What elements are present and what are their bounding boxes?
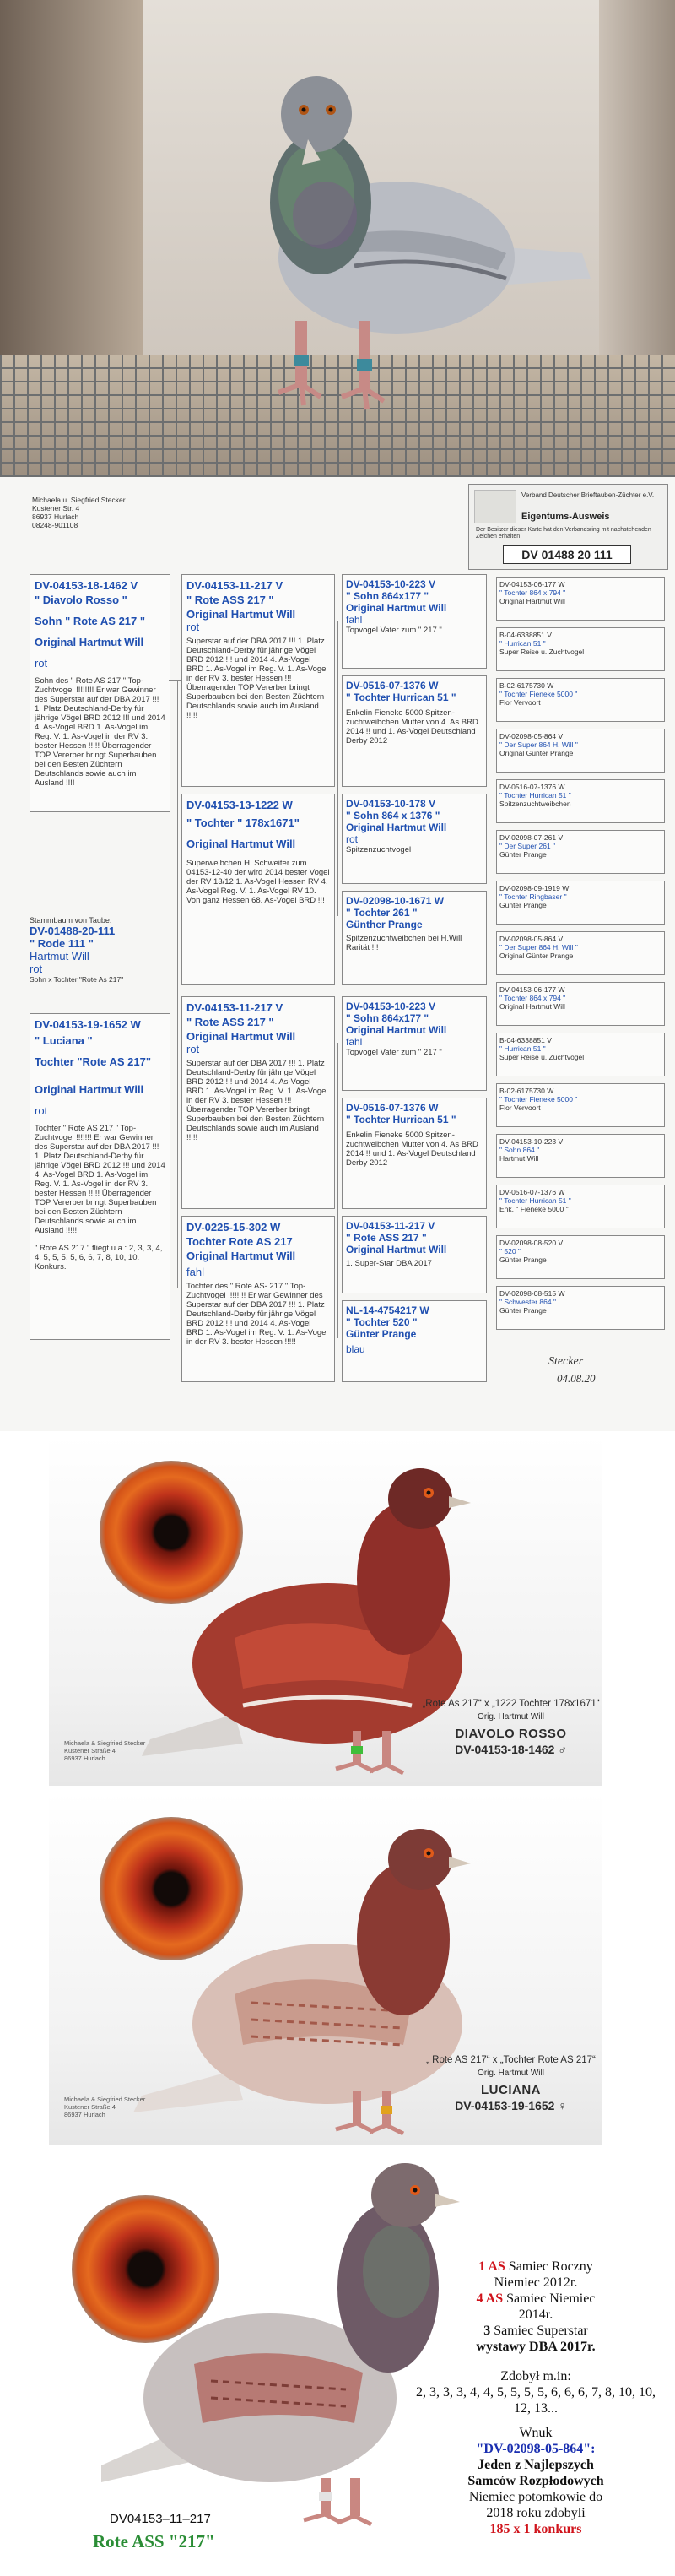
pigeon-illustration (0, 0, 675, 477)
ggg-entry (496, 678, 665, 722)
ggg-breeder: Original Hartmut Will (500, 1002, 565, 1011)
g3-ring: DV-04153-11-217 V (186, 1001, 284, 1014)
dam-line: Tochter "Rote AS 217" (35, 1055, 152, 1068)
ggg-breeder: Flor Vervoort (500, 698, 541, 707)
dam-name: " Luciana " (35, 1034, 93, 1047)
sire-breeder: Original Hartmut Will (35, 636, 144, 648)
owner-line: Kustener Str. 4 (32, 504, 80, 512)
g2-text: Superweibchen H. Schweiter zum 04153-12-40 der wird 2014 bester Vogel der RV 13/12 1. As-Vogel Hessen RV 4. As-Vogel Reg. V. 1. As-Vogel RV 10. Von ganz Hessen 68. As-Vogel BRD !!! (186, 859, 330, 905)
gg-color: rot (346, 833, 359, 845)
owner-line: 08248-901108 (32, 521, 78, 529)
gg-color: blau (346, 1343, 365, 1355)
grandson-title: Samców Rozpłodowych (467, 2474, 604, 2488)
grandsire-maternal-box (181, 996, 335, 1209)
sire-box (30, 574, 170, 812)
gg-name: " Sohn 864 x 1376 " (346, 810, 440, 822)
owner-stamp (64, 1739, 145, 1762)
ggg-entry (496, 982, 665, 1026)
photo-luciana (49, 1792, 602, 2145)
g3-text: Superstar auf der DBA 2017 !!! 1. Platz Deutschland-Derby für jährige Vögel BRD 2012 !!! und 2014 4. As-Vogel BRD 1. As-Vogel im Reg. V. 1. As-Vogel in der RV 3. bester Hessen !!! Überragender TOP Vererber bringt Superbauben bei den Besten Züchtern Deutschlands sowie auch im Ausland !!!!! (186, 1059, 328, 1142)
gg-text: Topvogel Vater zum " 217 " (346, 626, 442, 635)
ggg-ring: B-02-6175730 W (500, 1087, 554, 1095)
id-card-subtitle: Der Besitzer dieser Karte hat den Verbandsring mit nachstehenden Zeichen erhalten (476, 527, 651, 540)
pedigree-document (0, 477, 675, 1431)
ggg-breeder: Günter Prange (500, 1306, 547, 1315)
ggg-ring: DV-02098-05-864 V (500, 732, 564, 740)
owner-line: Kustener Straße 4 (64, 1747, 116, 1754)
connector-line (177, 680, 178, 1288)
g4-name: Tochter Rote AS 217 (186, 1235, 293, 1248)
sire-color: rot (35, 657, 48, 670)
ggg-breeder: Enk. " Fieneke 5000 " (500, 1205, 569, 1213)
caption-breeder: Orig. Hartmut Will (478, 2069, 544, 2078)
dam-ring: DV-04153-19-1652 W (35, 1018, 141, 1031)
gg-breeder: Original Hartmut Will (346, 1024, 447, 1036)
loft-photo (0, 0, 675, 477)
grandson-ring: "DV-02098-05-864": (476, 2442, 596, 2456)
gg-text: Spitzenzuchtweibchen bei H.Will Rarität !!! (346, 934, 462, 952)
ggg-ring: DV-0516-07-1376 W (500, 1188, 565, 1196)
ggg-ring: DV-02098-08-520 V (500, 1239, 564, 1247)
ggg-ring: DV-04153-06-177 W (500, 985, 565, 994)
ggg-breeder: Original Günter Prange (500, 749, 574, 757)
ggg-entry (496, 830, 665, 874)
achievement-rank: 4 AS (476, 2291, 504, 2306)
caption-name: DIAVOLO ROSSO (455, 1727, 567, 1741)
owner-line: 86937 Hurlach (32, 512, 79, 521)
base-color: rot (30, 963, 43, 975)
gg-ring: DV-04153-10-223 V (346, 1001, 436, 1012)
promo-ring: DV04153–11–217 (110, 2512, 211, 2526)
ggg-entry (496, 729, 665, 773)
ggg-ring: B-02-6175730 W (500, 681, 554, 690)
owner-line: 86937 Hurlach (64, 2111, 105, 2118)
caption-ring: DV-04153-18-1462 ♂ (455, 1743, 567, 1756)
id-card-org: Verband Deutscher Brieftauben-Züchter e.V. (521, 491, 655, 499)
ggg-ring: DV-02098-09-1919 W (500, 884, 570, 892)
achievement-text: Samiec Roczny (505, 2259, 593, 2274)
dam-box (30, 1013, 170, 1340)
ggg-entry (496, 881, 665, 925)
sire-text: Sohn des " Rote AS 217 " Top-Zuchtvogel !!!!!!!! Er war Gewinner des Superstar auf der DBA 2017 !!! 1. Platz Deutschland-Derby für jährige Vögel BRD 2012 !!! und 2014 4. As-Vogel BRD 1. As-Vogel im Reg. V. 1. As-Vogel in der RV 3. bester Hessen !!!!! Überragender TOP Vererber bringt Superbauben bei den Besten Züchtern Deutschlands sowie auch im Ausland !!!! (35, 676, 165, 788)
id-card (468, 484, 668, 570)
g2-name: " Tochter " 178x1671" (186, 816, 300, 829)
ggg-column (496, 577, 665, 1337)
owner-line: Kustener Straße 4 (64, 2103, 116, 2111)
id-card-ring: DV 01488 20 111 (503, 545, 631, 564)
connector-line (169, 680, 181, 681)
g3-breeder: Original Hartmut Will (186, 1030, 296, 1043)
sire-ring: DV-04153-18-1462 V (35, 579, 138, 592)
gg-text: Enkelin Fieneke 5000 Spitzen-zuchtweibchen Mutter von 4. As BRD 2014 !! und 1. As-Vogel Deutschland Derby 2012 (346, 1131, 478, 1168)
signature: Stecker (548, 1355, 584, 1368)
owner-line: 86937 Hurlach (64, 1754, 105, 1762)
photo-diavolo-rosso (49, 1435, 602, 1786)
gg-name: " Tochter 261 " (346, 907, 418, 919)
caption-parents: „Rote As 217“ x „1222 Tochter 178x1671“ (422, 1699, 600, 1709)
caption-breeder: Orig. Hartmut Will (478, 1712, 544, 1722)
ggg-name: " Tochter Ringbaser " (500, 892, 567, 901)
caption-parents: „ Rote AS 217“ x „Tochter Rote AS 217“ (426, 2055, 596, 2065)
base-name: " Rode 111 " (30, 937, 94, 950)
g3-color: rot (186, 1043, 200, 1055)
base-parents: Sohn x Tochter "Rote As 217" (30, 975, 124, 984)
ggg-breeder: Hartmut Will (500, 1154, 539, 1163)
caption-ring: DV-04153-19-1652 ♀ (455, 2099, 567, 2112)
ggg-breeder: Super Reise u. Zuchtvogel (500, 1053, 585, 1061)
achievement-text: Niemiec 2012r. (494, 2275, 578, 2290)
owner-line: Michaela & Siegfried Stecker (64, 2096, 146, 2103)
ggg-entry (496, 1185, 665, 1228)
dam-text-2: " Rote AS 217 " fliegt u.a.: 2, 3, 3, 4, 4, 5, 5, 5, 5, 6, 6, 7, 8, 10, 10. Konkurs. (35, 1244, 163, 1272)
g2-ring: DV-04153-13-1222 W (186, 799, 293, 811)
granddam-paternal-box (181, 794, 335, 985)
gg-name: " Sohn 864x177 " (346, 590, 429, 602)
gg-box (342, 1300, 487, 1382)
gg-ring: DV-04153-11-217 V (346, 1220, 435, 1232)
gg-box (342, 675, 487, 787)
base-ring: DV-01488-20-111 (30, 925, 116, 937)
gg-name: " Sohn 864x177 " (346, 1012, 429, 1024)
owner-address (32, 496, 126, 529)
ggg-name: " Tochter Hurrican 51 " (500, 1196, 571, 1205)
gg-box (342, 996, 487, 1091)
achievement-text: wystawy DBA 2017r. (476, 2340, 596, 2354)
g4-breeder: Original Hartmut Will (186, 1250, 296, 1262)
granddam-maternal-box (181, 1216, 335, 1382)
offspring-count: 185 x 1 konkurs (489, 2522, 582, 2536)
won-list: 2, 3, 3, 3, 4, 4, 5, 5, 5, 5, 6, 6, 6, 7, 8, 10, 10, 12, 13... (416, 2385, 656, 2416)
gg-ring: DV-0516-07-1376 W (346, 1102, 439, 1114)
gg-color: fahl (346, 614, 363, 626)
association-logo (474, 490, 516, 523)
gg-name: " Tochter Hurrican 51 " (346, 1114, 456, 1125)
gg-name: " Tochter 520 " (346, 1316, 418, 1328)
photo-caption (420, 2055, 602, 2112)
ggg-entry (496, 1083, 665, 1127)
ggg-ring: DV-02098-05-864 V (500, 935, 564, 943)
base-breeder: Hartmut Will (30, 950, 89, 963)
sire-line: Sohn " Rote AS 217 " (35, 615, 146, 627)
ggg-ring: DV-02098-08-515 W (500, 1289, 565, 1298)
gg-text: 1. Super-Star DBA 2017 (346, 1259, 432, 1268)
ggg-breeder: Günter Prange (500, 850, 547, 859)
ggg-name: " Schwester 864 " (500, 1298, 556, 1306)
gg-ring: DV-04153-10-223 V (346, 578, 436, 590)
ggg-name: " Tochter 864 x 794 " (500, 588, 566, 597)
g4-color: fahl (186, 1266, 204, 1278)
ggg-entry (496, 627, 665, 671)
promo-achievements (413, 2259, 658, 2537)
ggg-entry (496, 931, 665, 975)
base-pigeon (30, 916, 165, 984)
dam-text: Tochter " Rote AS 217 " Top-Zuchtvogel !!!!!!! Er war Gewinner des Superstar auf der DBA 2017 !!! 1. Platz Deutschland-Derby für jährige Vögel BRD 2012 !!! und 2014 4. As-Vogel BRD 1. As-Vogel im Reg. V. 1. As-Vogel in der RV 3. bester Hessen !!!!! Überragender TOP Vererber bringt Superbauben bei den Besten Züchtern Deutschlands sowie auch im Ausland !!!!! (35, 1124, 165, 1235)
g1-ring: DV-04153-11-217 V (186, 579, 284, 592)
photo-caption (420, 1699, 602, 1756)
g4-ring: DV-0225-15-302 W (186, 1221, 281, 1234)
ggg-breeder: Günter Prange (500, 1255, 547, 1264)
g1-text: Superstar auf der DBA 2017 !!! 1. Platz Deutschland-Derby für jährige Vögel BRD 2012 !!! und 2014 4. As-Vogel BRD 1. As-Vogel im Reg. V. 1. As-Vogel in der RV 3. bester Hessen !!! Überragender TOP Vererber bringt Superbauben bei den Besten Züchtern Deutschlands sowie auch im Ausland !!!!! (186, 637, 328, 720)
ggg-name: " Tochter Hurrican 51 " (500, 791, 571, 800)
g1-breeder: Original Hartmut Will (186, 608, 296, 621)
ggg-name: " Tochter 864 x 794 " (500, 994, 566, 1002)
gg-box (342, 891, 487, 985)
gg-breeder: Günther Prange (346, 919, 423, 930)
achievement-text: 2014r. (518, 2308, 554, 2322)
ggg-breeder: Flor Vervoort (500, 1104, 541, 1112)
offspring-text: 2018 roku zdobyli (486, 2506, 586, 2520)
dam-breeder: Original Hartmut Will (35, 1083, 144, 1096)
gg-box (342, 574, 487, 669)
gg-breeder: Original Hartmut Will (346, 822, 447, 833)
ggg-entry (496, 1134, 665, 1178)
gg-box (342, 1216, 487, 1293)
ggg-name: " Sohn 864 " (500, 1146, 540, 1154)
gg-breeder: Günter Prange (346, 1328, 417, 1340)
gg-text: Topvogel Vater zum " 217 " (346, 1048, 442, 1057)
gg-box (342, 1098, 487, 1209)
gg-ring: DV-0516-07-1376 W (346, 680, 439, 691)
grandson-title: Jeden z Najlepszych (478, 2458, 594, 2472)
sire-name: " Diavolo Rosso " (35, 594, 127, 606)
won-label: Zdobył m.in: (500, 2369, 571, 2383)
promo-section (0, 2145, 675, 2576)
ggg-name: " Der Super 864 H. Will " (500, 740, 578, 749)
ggg-entry (496, 1235, 665, 1279)
ggg-entry (496, 1286, 665, 1330)
offspring-text: Niemiec potomkowie do (468, 2490, 603, 2504)
owner-line: Michaela & Siegfried Stecker (64, 1739, 146, 1747)
promo-name: Rote ASS "217" (93, 2531, 215, 2552)
ggg-breeder: Original Günter Prange (500, 952, 574, 960)
owner-line: Michaela u. Siegfried Stecker (32, 496, 126, 504)
g3-name: " Rote ASS 217 " (186, 1016, 274, 1028)
ggg-breeder: Spitzenzuchtweibchen (500, 800, 571, 808)
gg-ring: DV-02098-10-1671 W (346, 895, 445, 907)
ggg-breeder: Super Reise u. Zuchtvogel (500, 648, 585, 656)
gg-text: Spitzenzuchtvogel (346, 845, 412, 854)
base-label: Stammbaum von Taube: (30, 916, 112, 925)
ggg-entry (496, 1033, 665, 1076)
gg-name: " Tochter Hurrican 51 " (346, 691, 456, 703)
grandsire-paternal-box (181, 574, 335, 787)
gg-ring: NL-14-4754217 W (346, 1304, 429, 1316)
ggg-name: " Tochter Fieneke 5000 " (500, 1095, 578, 1104)
achievement-text: Samiec Niemiec (503, 2291, 596, 2306)
gg-breeder: Original Hartmut Will (346, 1244, 447, 1255)
dam-color: rot (35, 1104, 48, 1117)
signature-date: 04.08.20 (557, 1372, 596, 1385)
g1-name: " Rote ASS 217 " (186, 594, 274, 606)
g4-text: Tochter des " Rote AS- 217 " Top-Zuchtvogel !!!!!!!! Er war Gewinner des Superstar auf der DBA 2017 !!! 1. Platz Deutschland-Derby für jährige Vögel BRD 2012 !!! und 2014 4. As-Vogel BRD 1. As-Vogel im Reg. V. 1. As-Vogel in der RV 3. bester Hessen !!!!! (186, 1282, 328, 1347)
gg-breeder: Original Hartmut Will (346, 602, 447, 614)
ggg-ring: DV-0516-07-1376 W (500, 783, 565, 791)
achievement-rank: 1 AS (478, 2259, 505, 2274)
g2-breeder: Original Hartmut Will (186, 838, 296, 850)
gg-name: " Rote ASS 217 " (346, 1232, 427, 1244)
gg-box (342, 794, 487, 884)
ggg-ring: DV-02098-07-261 V (500, 833, 564, 842)
ggg-breeder: Original Hartmut Will (500, 597, 565, 605)
owner-stamp (64, 2096, 145, 2118)
ggg-name: " Hurrican 51 " (500, 639, 546, 648)
achievement-text: Samiec Superstar (490, 2324, 588, 2338)
ggg-name: " Der Super 864 H. Will " (500, 943, 578, 952)
ggg-entry (496, 779, 665, 823)
gg-color: fahl (346, 1036, 363, 1048)
ggg-name: " Hurrican 51 " (500, 1044, 546, 1053)
g1-color: rot (186, 621, 200, 633)
ggg-breeder: Günter Prange (500, 901, 547, 909)
caption-name: LUCIANA (481, 2083, 541, 2097)
gg-text: Enkelin Fieneke 5000 Spitzen-zuchtweibchen Mutter von 4. As BRD 2014 !! und 1. As-Vogel Deutschland Derby 2012 (346, 708, 478, 746)
ggg-name: " 520 " (500, 1247, 521, 1255)
grandson-label: Wnuk (519, 2426, 553, 2440)
ggg-name: " Der Super 261 " (500, 842, 556, 850)
gg-ring: DV-04153-10-178 V (346, 798, 436, 810)
ggg-entry (496, 577, 665, 621)
ggg-ring: B-04-6338851 V (500, 1036, 552, 1044)
ggg-ring: DV-04153-10-223 V (500, 1137, 564, 1146)
achievement-rank: 3 (483, 2324, 491, 2338)
ggg-ring: B-04-6338851 V (500, 631, 552, 639)
id-card-title: Eigentums-Ausweis (521, 512, 610, 522)
ggg-name: " Tochter Fieneke 5000 " (500, 690, 578, 698)
ggg-ring: DV-04153-06-177 W (500, 580, 565, 588)
